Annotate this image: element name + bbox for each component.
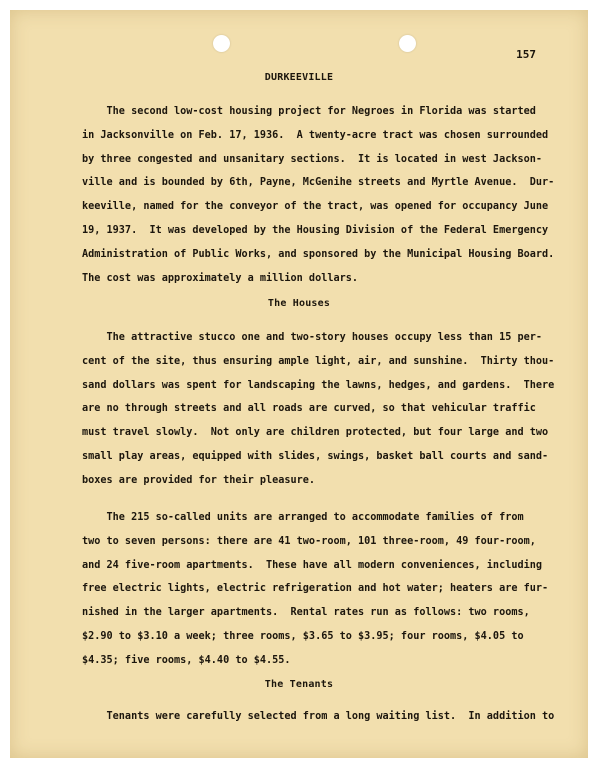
tenants-paragraph: Tenants were carefully selected from a long waiting list. In addition to — [82, 711, 555, 722]
document-page — [10, 10, 588, 758]
punch-hole-left — [213, 35, 230, 52]
intro-paragraph: The second low-cost housing project for Negroes in Florida was started in Jacksonville on Feb. 17, 1936. A twenty-acre tract was chosen surrounded by three congested and unsanitary sections. It is located in west Jackson- ville and is bounded by 6th, Payne, McGenihe streets and Myrtle Avenue. Dur- keeville, named for the conveyor of the tract, was opened for occupancy June 19, 1937. It was developed by the Housing Division of the Federal Emergency Administration of Public Works, and sponsored by the Municipal Housing Board. The cost was approximately a million dollars. — [82, 106, 555, 284]
houses-paragraph-1: The attractive stucco one and two-story houses occupy less than 15 per- cent of the site, thus ensuring ample light, air, and sunshine. Thirty thou- sand dollars was spent for landscaping the lawns, hedges, and gardens. There are no through streets and all roads are curved, so that vehicular traffic must travel slowly. Not only are children protected, but four large and two small play areas, equipped with slides, swings, basket ball courts and sand- boxes are provided for their pleasure. — [82, 332, 555, 486]
document-title: DURKEEVILLE — [264, 72, 334, 83]
page-number: 157 — [516, 48, 536, 61]
section-heading-houses: The Houses — [267, 298, 331, 309]
punch-hole-right — [399, 35, 416, 52]
houses-paragraph-2: The 215 so-called units are arranged to accommodate families of from two to seven persons: there are 41 two-room, 101 three-room, 49 four-room, and 24 five-room apartments. These have all modern conveniences, including free electric lights, electric refrigeration and hot water; heaters are fur- nished in the larger apartments. Rental rates run as follows: two rooms, $2.90 to $3.10 a week; three rooms, $3.65 to $3.95; four rooms, $4.05 to $4.35; five rooms, $4.40 to $4.55. — [82, 512, 549, 666]
section-heading-tenants: The Tenants — [264, 679, 334, 690]
